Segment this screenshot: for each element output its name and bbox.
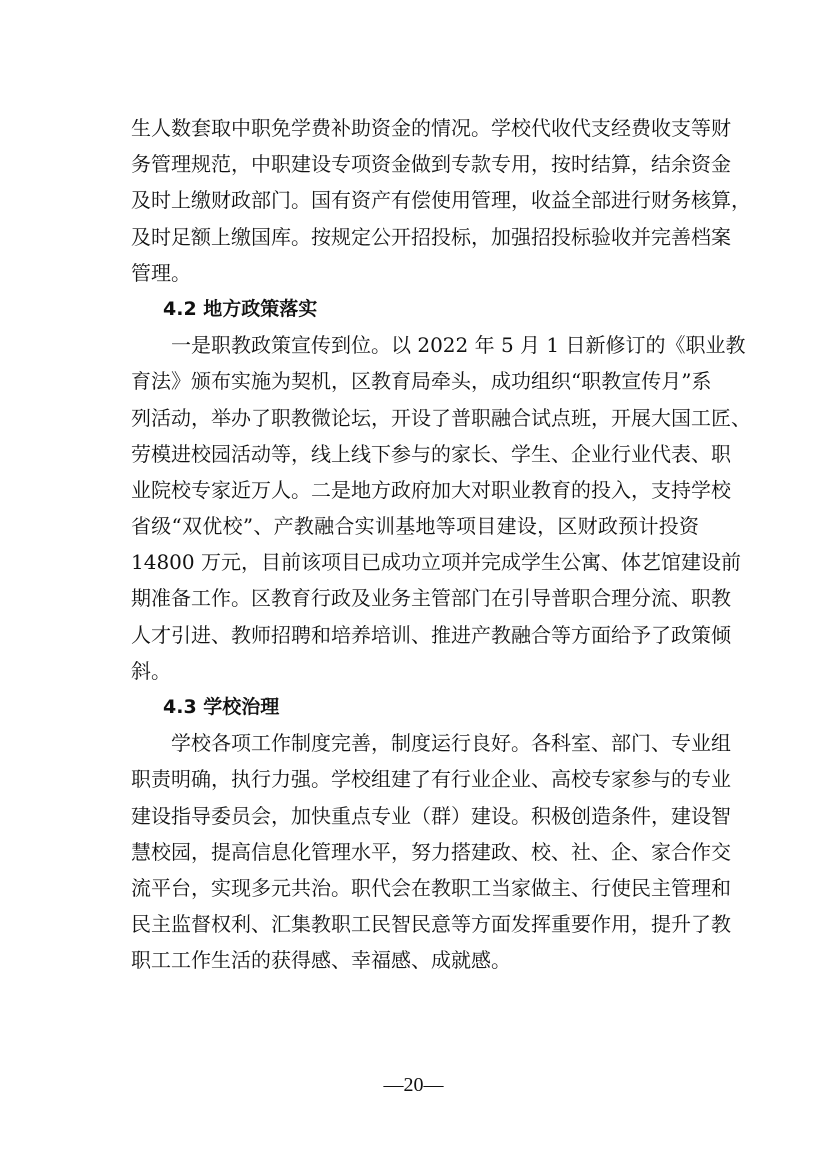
text-line: 流平台，实现多元共治。职代会在教职工当家做主、行使民主管理和: [131, 875, 731, 900]
section-heading-4-2: 4.2 地方政策落实: [163, 297, 318, 320]
text-line: 业院校专家近万人。二是地方政府加大对职业教育的投入，支持学校: [131, 477, 731, 502]
text-line: 职责明确，执行力强。学校组建了有行业企业、高校专家参与的专业: [131, 767, 731, 792]
document-body: [131, 110, 751, 979]
text-line: 列活动，举办了职教微论坛，开设了普职融合试点班，开展大国工匠、: [131, 405, 751, 430]
text-line: 慧校园，提高信息化管理水平，努力搭建政、校、社、企、家合作交: [131, 839, 731, 864]
text-line: 人才引进、教师招聘和培养培训、推进产教融合等方面给予了政策倾: [131, 622, 731, 647]
text-line: 及时上缴财政部门。国有资产有偿使用管理，收益全部进行财务核算，: [131, 188, 751, 213]
text-line: 民主监督权利、汇集教职工民智民意等方面发挥重要作用，提升了教: [131, 912, 731, 937]
text-line: 及时足额上缴国库。按规定公开招投标，加强招投标验收并完善档案: [131, 224, 731, 249]
text-line: 建设指导委员会，加快重点专业（群）建设。积极创造条件，建设智: [131, 803, 731, 828]
text-line: 期准备工作。区教育行政及业务主管部门在引导普职合理分流、职教: [131, 586, 731, 611]
text-line: 14800 万元，目前该项目已成功立项并完成学生公寓、体艺馆建设前: [131, 550, 741, 575]
text-line: 劳模进校园活动等，线上线下参与的家长、学生、企业行业代表、职: [131, 441, 731, 466]
text-line: 务管理规范，中职建设专项资金做到专款专用，按时结算，结余资金: [131, 152, 731, 177]
text-line: 省级“双优校”、产教融合实训基地等项目建设，区财政预计投资: [131, 514, 699, 539]
section-heading-4-3: 4.3 学校治理: [163, 696, 280, 718]
text-line: 一是职教政策宣传到位。以 2022 年 5 月 1 日新修订的《职业教: [171, 333, 746, 358]
text-line: 职工工作生活的获得感、幸福感、成就感。: [131, 948, 511, 973]
text-line: 生人数套取中职免学费补助资金的情况。学校代收代支经费收支等财: [131, 116, 731, 140]
page-number: —20—: [383, 1074, 444, 1096]
text-line: 学校各项工作制度完善，制度运行良好。各科室、部门、专业组: [171, 731, 731, 756]
text-line: 育法》颁布实施为契机，区教育局牵头，成功组织“职教宣传月”系: [131, 369, 712, 394]
text-line: 斜。: [131, 658, 171, 683]
text-line: 管理。: [131, 260, 191, 285]
